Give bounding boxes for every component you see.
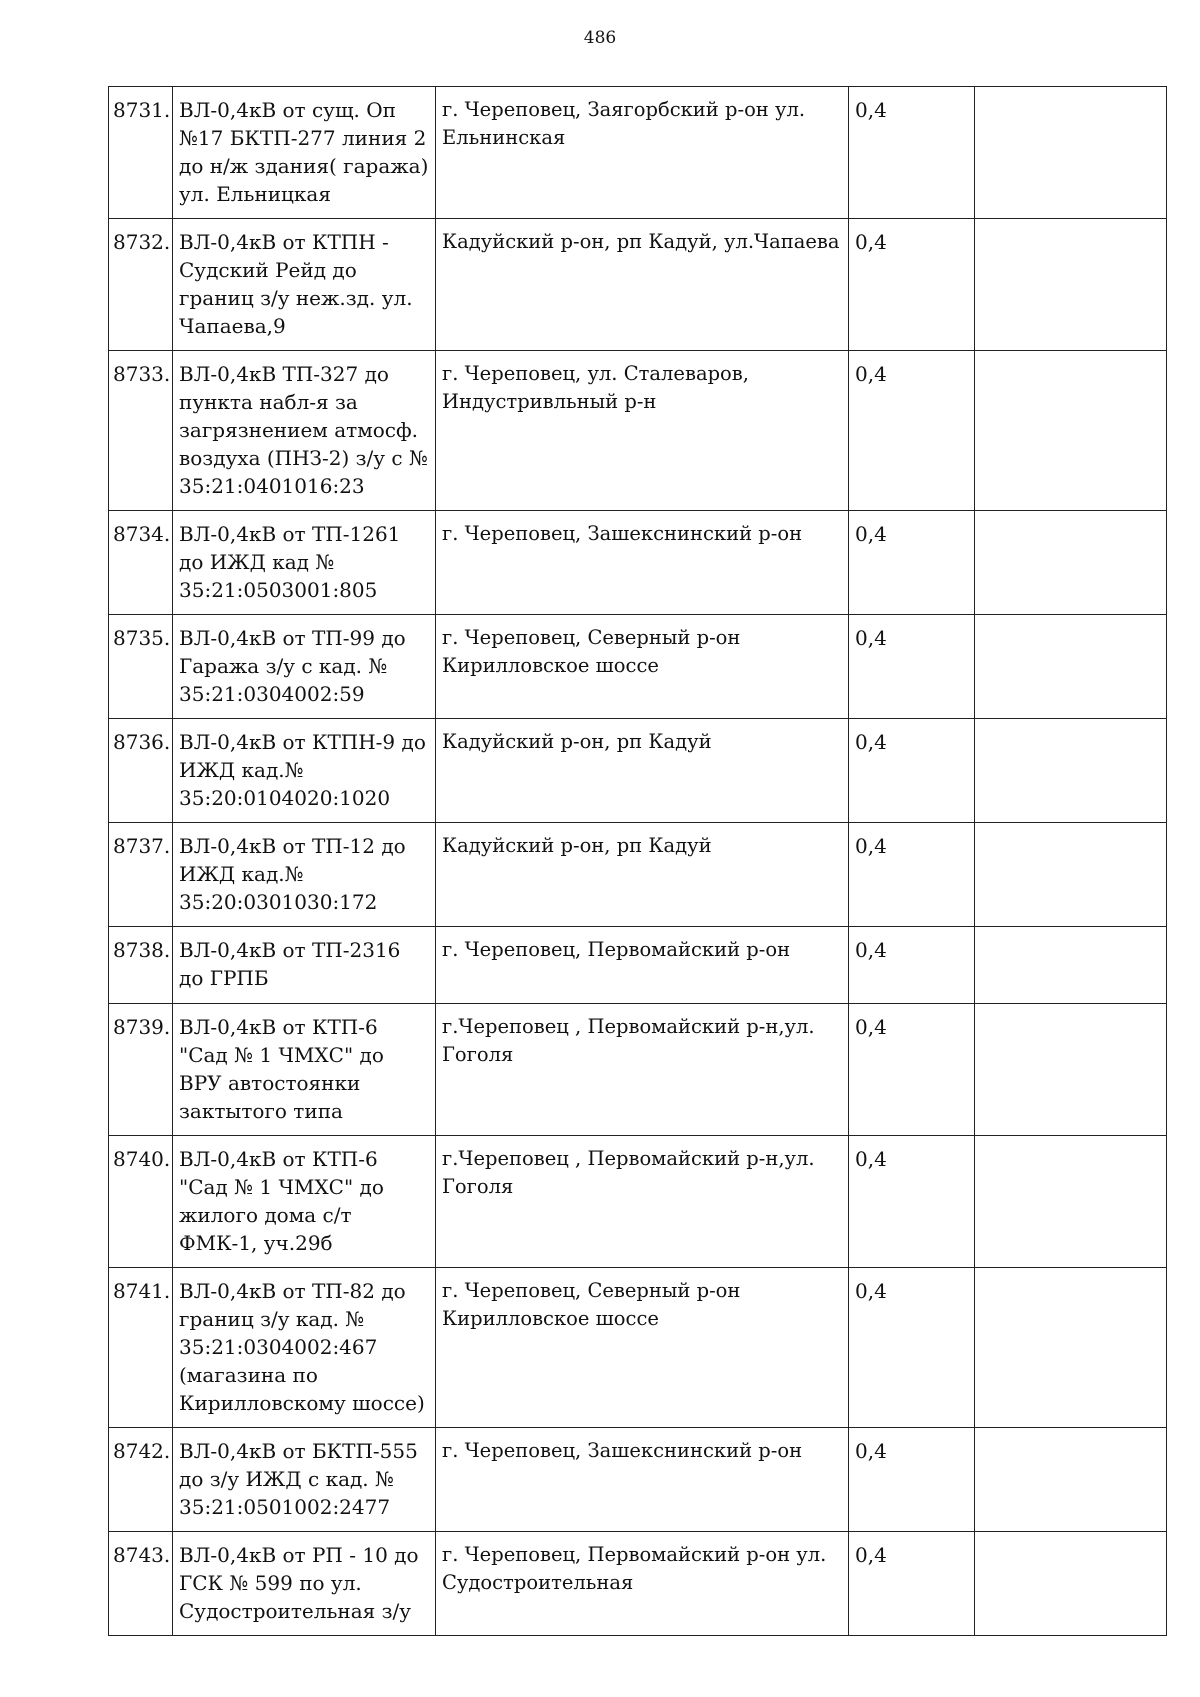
row-number: 8743. xyxy=(109,1532,173,1636)
line-name: ВЛ-0,4кВ от сущ. Оп №17 БКТП-277 линия 2 до н/ж здания( гаража) ул. Ельницкая xyxy=(173,87,436,219)
empty-cell xyxy=(975,219,1167,351)
row-number: 8733. xyxy=(109,351,173,511)
line-name: ВЛ-0,4кВ от РП - 10 до ГСК № 599 по ул. Судостроительная з/у xyxy=(173,1532,436,1636)
line-address: г. Череповец, ул. Сталеваров, Индустривльный р-н xyxy=(436,351,849,511)
voltage-value: 0,4 xyxy=(849,87,975,219)
line-address: г. Череповец, Северный р-он Кирилловское шоссе xyxy=(436,1268,849,1428)
table-row xyxy=(109,615,1167,719)
line-address: г. Череповец, Зашекснинский р-он xyxy=(436,511,849,615)
line-address: Кадуйский р-он, рп Кадуй, ул.Чапаева xyxy=(436,219,849,351)
voltage-value: 0,4 xyxy=(849,219,975,351)
table-row xyxy=(109,87,1167,219)
empty-cell xyxy=(975,1268,1167,1428)
row-number: 8736. xyxy=(109,719,173,823)
voltage-value: 0,4 xyxy=(849,1268,975,1428)
empty-cell xyxy=(975,1004,1167,1136)
line-address: г. Череповец, Первомайский р-он ул. Судостроительная xyxy=(436,1532,849,1636)
table-row xyxy=(109,1268,1167,1428)
empty-cell xyxy=(975,1428,1167,1532)
row-number: 8731. xyxy=(109,87,173,219)
row-number: 8734. xyxy=(109,511,173,615)
table-row xyxy=(109,823,1167,927)
line-name: ВЛ-0,4кВ от ТП-2316 до ГРПБ xyxy=(173,927,436,1004)
table-row xyxy=(109,1004,1167,1136)
table-row xyxy=(109,927,1167,1004)
line-name: ВЛ-0,4кВ ТП-327 до пункта набл-я за загрязнением атмосф. воздуха (ПНЗ-2) з/у с № 35:21:0401016:23 xyxy=(173,351,436,511)
line-address: г. Череповец, Заягорбский р-он ул. Ельнинская xyxy=(436,87,849,219)
voltage-value: 0,4 xyxy=(849,615,975,719)
line-address: г.Череповец , Первомайский р-н,ул. Гоголя xyxy=(436,1004,849,1136)
table-row xyxy=(109,1136,1167,1268)
voltage-value: 0,4 xyxy=(849,1532,975,1636)
voltage-value: 0,4 xyxy=(849,927,975,1004)
empty-cell xyxy=(975,615,1167,719)
voltage-value: 0,4 xyxy=(849,511,975,615)
row-number: 8737. xyxy=(109,823,173,927)
line-address: г. Череповец, Зашекснинский р-он xyxy=(436,1428,849,1532)
table-row xyxy=(109,351,1167,511)
voltage-value: 0,4 xyxy=(849,1136,975,1268)
row-number: 8739. xyxy=(109,1004,173,1136)
voltage-value: 0,4 xyxy=(849,1428,975,1532)
empty-cell xyxy=(975,927,1167,1004)
empty-cell xyxy=(975,823,1167,927)
voltage-value: 0,4 xyxy=(849,351,975,511)
empty-cell xyxy=(975,719,1167,823)
line-address: Кадуйский р-он, рп Кадуй xyxy=(436,823,849,927)
row-number: 8732. xyxy=(109,219,173,351)
line-name: ВЛ-0,4кВ от ТП-99 до Гаража з/у с кад. № 35:21:0304002:59 xyxy=(173,615,436,719)
registry-table-body xyxy=(109,87,1167,1636)
voltage-value: 0,4 xyxy=(849,719,975,823)
table-row xyxy=(109,719,1167,823)
line-name: ВЛ-0,4кВ от ТП-82 до границ з/у кад. № 35:21:0304002:467 (магазина по Кирилловскому шоссе) xyxy=(173,1268,436,1428)
table-row xyxy=(109,1428,1167,1532)
empty-cell xyxy=(975,511,1167,615)
line-name: ВЛ-0,4кВ от КТП-6 "Сад № 1 ЧМХС" до жилого дома с/т ФМК-1, уч.29б xyxy=(173,1136,436,1268)
empty-cell xyxy=(975,1136,1167,1268)
row-number: 8741. xyxy=(109,1268,173,1428)
empty-cell xyxy=(975,351,1167,511)
line-address: Кадуйский р-он, рп Кадуй xyxy=(436,719,849,823)
table-row xyxy=(109,511,1167,615)
line-name: ВЛ-0,4кВ от ТП-1261 до ИЖД кад № 35:21:0503001:805 xyxy=(173,511,436,615)
voltage-value: 0,4 xyxy=(849,823,975,927)
row-number: 8742. xyxy=(109,1428,173,1532)
line-name: ВЛ-0,4кВ от ТП-12 до ИЖД кад.№ 35:20:0301030:172 xyxy=(173,823,436,927)
line-name: ВЛ-0,4кВ от КТПН - Судский Рейд до границ з/у неж.зд. ул. Чапаева,9 xyxy=(173,219,436,351)
registry-table xyxy=(108,86,1167,1636)
line-address: г. Череповец, Первомайский р-он xyxy=(436,927,849,1004)
row-number: 8740. xyxy=(109,1136,173,1268)
table-row xyxy=(109,219,1167,351)
line-address: г.Череповец , Первомайский р-н,ул. Гоголя xyxy=(436,1136,849,1268)
line-address: г. Череповец, Северный р-он Кирилловское шоссе xyxy=(436,615,849,719)
empty-cell xyxy=(975,1532,1167,1636)
row-number: 8738. xyxy=(109,927,173,1004)
row-number: 8735. xyxy=(109,615,173,719)
line-name: ВЛ-0,4кВ от КТП-6 "Сад № 1 ЧМХС" до ВРУ автостоянки зактытого типа xyxy=(173,1004,436,1136)
empty-cell xyxy=(975,87,1167,219)
line-name: ВЛ-0,4кВ от БКТП-555 до з/у ИЖД с кад. № 35:21:0501002:2477 xyxy=(173,1428,436,1532)
line-name: ВЛ-0,4кВ от КТПН-9 до ИЖД кад.№ 35:20:0104020:1020 xyxy=(173,719,436,823)
table-row xyxy=(109,1532,1167,1636)
page-number: 486 xyxy=(583,28,617,48)
voltage-value: 0,4 xyxy=(849,1004,975,1136)
